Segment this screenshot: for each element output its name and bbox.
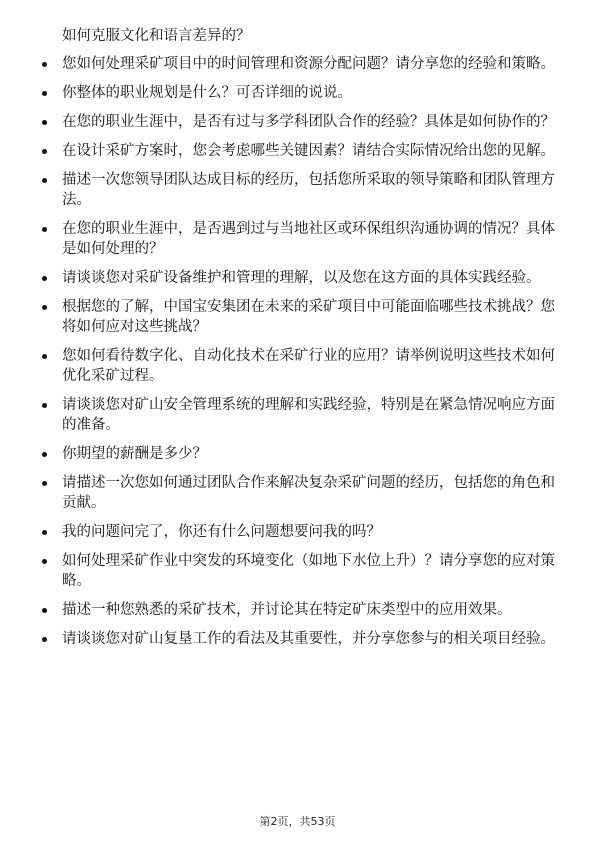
question-text: 请谈谈您对矿山复垦工作的看法及其重要性，并分享您参与的相关项目经验。 — [62, 631, 555, 647]
bullet-icon — [42, 120, 47, 125]
question-text: 您如何处理采矿项目中的时间管理和资源分配问题？请分享您的经验和策略。 — [62, 56, 555, 72]
question-text: 您如何看待数字化、自动化技术在采矿行业的应用？请举例说明这些技术如何优化采矿过程。 — [62, 348, 555, 384]
bullet-icon — [42, 91, 47, 96]
question-text: 你期望的薪酬是多少？ — [62, 446, 207, 462]
question-item — [40, 551, 560, 591]
question-item — [40, 473, 560, 513]
bullet-icon — [42, 227, 47, 232]
bullet-icon — [42, 637, 47, 642]
question-text: 我的问题问完了，你还有什么问题想要问我的吗？ — [62, 524, 381, 540]
question-text: 在您的职业生涯中，是否遇到过与当地社区或环保组织沟通协调的情况？具体是如何处理的？ — [62, 221, 555, 257]
question-text: 在设计采矿方案时，您会考虑哪些关键因素？请结合实际情况给出您的见解。 — [62, 143, 555, 159]
continued-question-text: 如何克服文化和语言差异的？ — [62, 28, 251, 44]
question-item — [40, 297, 560, 337]
bullet-icon — [42, 62, 47, 67]
question-item — [40, 600, 560, 620]
bullet-icon — [42, 530, 47, 535]
question-item — [40, 346, 560, 386]
question-item — [40, 83, 560, 103]
question-text: 描述一次您领导团队达成目标的经历，包括您所采取的领导策略和团队管理方法。 — [62, 172, 555, 208]
question-item — [40, 141, 560, 161]
question-text: 请谈谈您对矿山安全管理系统的理解和实践经验，特别是在紧急情况响应方面的准备。 — [62, 397, 555, 433]
question-item — [40, 170, 560, 210]
question-text: 请谈谈您对采矿设备维护和管理的理解，以及您在这方面的具体实践经验。 — [62, 270, 541, 286]
question-text: 如何处理采矿作业中突发的环境变化（如地下水位上升）？请分享您的应对策略。 — [62, 553, 555, 589]
question-item — [40, 112, 560, 132]
question-text: 描述一种您熟悉的采矿技术，并讨论其在特定矿床类型中的应用效果。 — [62, 602, 512, 618]
question-item — [40, 219, 560, 259]
bullet-icon — [42, 149, 47, 154]
question-text: 请描述一次您如何通过团队合作来解决复杂采矿问题的经历，包括您的角色和贡献。 — [62, 475, 555, 511]
question-item — [40, 522, 560, 542]
question-item — [40, 54, 560, 74]
bullet-icon — [42, 559, 47, 564]
question-item — [40, 395, 560, 435]
bullet-icon — [42, 354, 47, 359]
question-item — [40, 629, 560, 649]
bullet-icon — [42, 305, 47, 310]
page-number-footer: 第2页，共53页 — [259, 815, 336, 828]
bullet-icon — [42, 403, 47, 408]
question-text: 根据您的了解，中国宝安集团在未来的采矿项目中可能面临哪些技术挑战？您将如何应对这些挑战？ — [62, 299, 555, 335]
bullet-icon — [42, 276, 47, 281]
question-item — [40, 268, 560, 288]
question-text: 在您的职业生涯中，是否有过与多学科团队合作的经验？具体是如何协作的？ — [62, 114, 555, 130]
bullet-icon — [42, 452, 47, 457]
bullet-icon — [42, 608, 47, 613]
question-list — [40, 54, 560, 658]
bullet-icon — [42, 178, 47, 183]
question-text: 你整体的职业规划是什么？可否详细的说说。 — [62, 85, 352, 101]
question-item — [40, 444, 560, 464]
bullet-icon — [42, 481, 47, 486]
